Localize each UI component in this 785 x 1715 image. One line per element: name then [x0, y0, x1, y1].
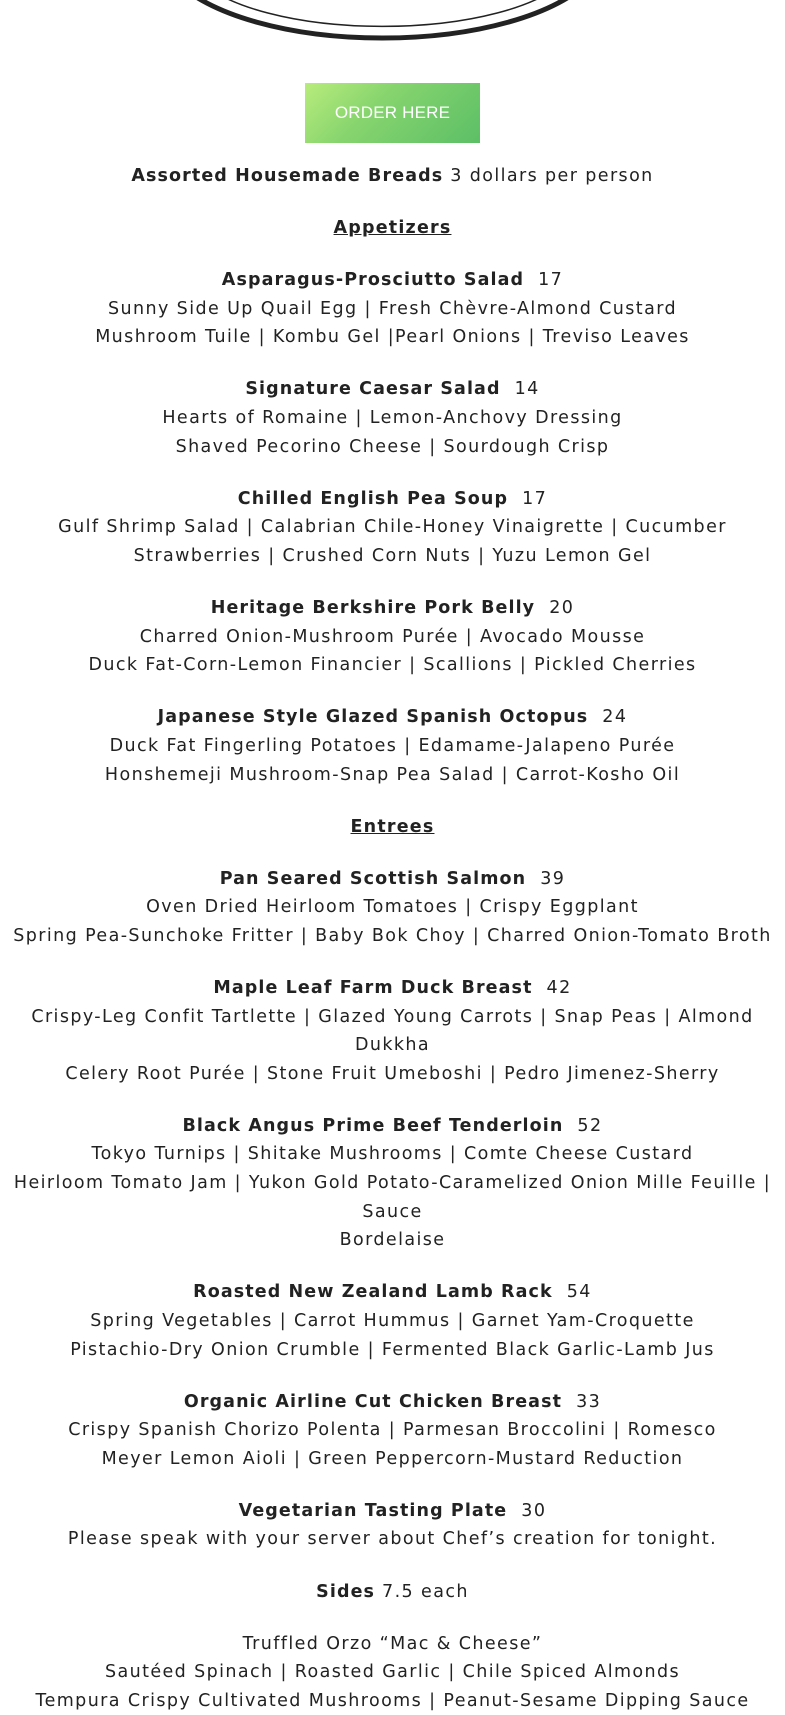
menu-item-title	[0, 1497, 785, 1526]
menu-item	[0, 485, 785, 571]
menu-item-description: Mushroom Tuile | Kombu Gel |Pearl Onions | Treviso Leaves	[95, 327, 690, 348]
order-here-button[interactable]: ORDER HERE	[305, 83, 480, 143]
menu-item-name: Chilled English Pea Soup	[237, 488, 509, 509]
menu-item	[0, 1112, 785, 1255]
menu-item-description: Spring Pea-Sunchoke Fritter | Baby Bok Choy | Charred Onion-Tomato Broth	[13, 925, 772, 946]
menu-item	[0, 1278, 785, 1364]
menu-item-price: 54	[566, 1282, 592, 1303]
menu-item-name: Signature Caesar Salad	[245, 379, 501, 400]
menu-item-description: Sunny Side Up Quail Egg | Fresh Chèvre-Almond Custard	[107, 298, 677, 319]
sides-name: Sides	[316, 1581, 376, 1602]
menu-item-description: Please speak with your server about Chef’s creation for tonight.	[67, 1529, 718, 1550]
breads-name: Assorted Housemade Breads	[131, 166, 444, 186]
menu-item-description: Crispy Spanish Chorizo Polenta | Parmesan Broccolini | Romesco	[68, 1420, 717, 1441]
menu-item-price: 17	[522, 488, 548, 509]
menu-item-name: Organic Airline Cut Chicken Breast	[183, 1391, 563, 1412]
menu-item-price: 33	[576, 1391, 602, 1412]
menu-item-description: Tokyo Turnips | Shitake Mushrooms | Comte Cheese Custard	[91, 1144, 694, 1165]
menu-item	[0, 594, 785, 680]
menu-item-name: Black Angus Prime Beef Tenderloin	[182, 1115, 564, 1136]
menu-item-description: Hearts of Romaine | Lemon-Anchovy Dressing	[162, 408, 623, 429]
logo-emblem-arc	[0, 0, 785, 60]
entree-list	[0, 841, 785, 1554]
menu-item-name: Vegetarian Tasting Plate	[238, 1500, 508, 1521]
menu-item-title	[0, 1278, 785, 1307]
menu-item-name: Japanese Style Glazed Spanish Octopus	[157, 707, 589, 728]
menu-item-title	[0, 1112, 785, 1141]
menu-item	[0, 974, 785, 1088]
menu-item-price: 17	[538, 270, 564, 291]
menu-item-name: Heritage Berkshire Pork Belly	[210, 598, 536, 619]
sides-list	[0, 1630, 785, 1715]
menu-item-description: Celery Root Purée | Stone Fruit Umeboshi | Pedro Jimenez-Sherry	[65, 1063, 720, 1084]
menu-item-description: Crispy-Leg Confit Tartlette | Glazed Young Carrots | Snap Peas | Almond Dukkha	[31, 1006, 754, 1056]
sides-line	[0, 1578, 785, 1607]
menu-item-title	[0, 703, 785, 732]
breads-price: 3 dollars per person	[450, 166, 654, 186]
entrees-heading: Entrees	[350, 816, 435, 837]
menu-item-description: Shaved Pecorino Cheese | Sourdough Crisp	[175, 436, 610, 457]
menu-item-name: Roasted New Zealand Lamb Rack	[193, 1282, 553, 1303]
menu-item-description: Strawberries | Crushed Corn Nuts | Yuzu Lemon Gel	[133, 545, 652, 566]
menu-item	[0, 1388, 785, 1474]
menu-item-title	[0, 375, 785, 404]
menu-item-title	[0, 1388, 785, 1417]
menu-item-description: Duck Fat Fingerling Potatoes | Edamame-Jalapeno Purée	[109, 735, 676, 756]
menu-item	[0, 375, 785, 461]
menu-item-price: 30	[521, 1500, 547, 1521]
menu-content	[0, 162, 785, 1715]
menu-item-price: 42	[546, 977, 572, 998]
menu-item	[0, 865, 785, 951]
menu-item	[0, 266, 785, 352]
menu-item-title	[0, 485, 785, 514]
menu-item-description: Spring Vegetables | Carrot Hummus | Garnet Yam-Croquette	[90, 1310, 695, 1331]
side-item: Tempura Crispy Cultivated Mushrooms | Peanut-Sesame Dipping Sauce	[35, 1690, 750, 1711]
menu-item-description: Honshemeji Mushroom-Snap Pea Salad | Carrot-Kosho Oil	[104, 764, 681, 785]
menu-item-price: 20	[549, 598, 575, 619]
menu-item-description: Bordelaise	[339, 1230, 446, 1251]
menu-item-description: Gulf Shrimp Salad | Calabrian Chile-Honey Vinaigrette | Cucumber	[58, 517, 727, 538]
menu-item-title	[0, 865, 785, 894]
menu-item-description: Duck Fat-Corn-Lemon Financier | Scallions | Pickled Cherries	[88, 655, 697, 676]
menu-item-description: Heirloom Tomato Jam | Yukon Gold Potato-Caramelized Onion Mille Feuille | Sauce	[13, 1173, 772, 1222]
menu-item-description: Pistachio-Dry Onion Crumble | Fermented Black Garlic-Lamb Jus	[70, 1339, 715, 1360]
appetizers-heading: Appetizers	[333, 218, 452, 239]
menu-item-price: 24	[602, 707, 628, 728]
menu-item	[0, 1497, 785, 1554]
menu-item-title	[0, 266, 785, 295]
menu-item-description: Charred Onion-Mushroom Purée | Avocado Mousse	[139, 626, 646, 647]
appetizer-list	[0, 243, 785, 789]
side-item: Sautéed Spinach | Roasted Garlic | Chile Spiced Almonds	[104, 1662, 681, 1683]
menu-item-price: 52	[577, 1115, 603, 1136]
side-item: Truffled Orzo “Mac & Cheese”	[242, 1633, 543, 1654]
menu-item-description: Meyer Lemon Aioli | Green Peppercorn-Mustard Reduction	[101, 1448, 684, 1469]
menu-item	[0, 703, 785, 789]
menu-item-name: Asparagus-Prosciutto Salad	[221, 270, 525, 291]
menu-item-price: 14	[514, 379, 540, 400]
menu-item-name: Pan Seared Scottish Salmon	[219, 868, 527, 889]
menu-item-title	[0, 594, 785, 623]
menu-item-title	[0, 974, 785, 1003]
menu-item-price: 39	[540, 868, 566, 889]
menu-item-name: Maple Leaf Farm Duck Breast	[213, 977, 533, 998]
menu-item-description: Oven Dried Heirloom Tomatoes | Crispy Eggplant	[146, 897, 639, 918]
sides-price: 7.5 each	[382, 1581, 469, 1602]
breads-line	[0, 162, 785, 191]
